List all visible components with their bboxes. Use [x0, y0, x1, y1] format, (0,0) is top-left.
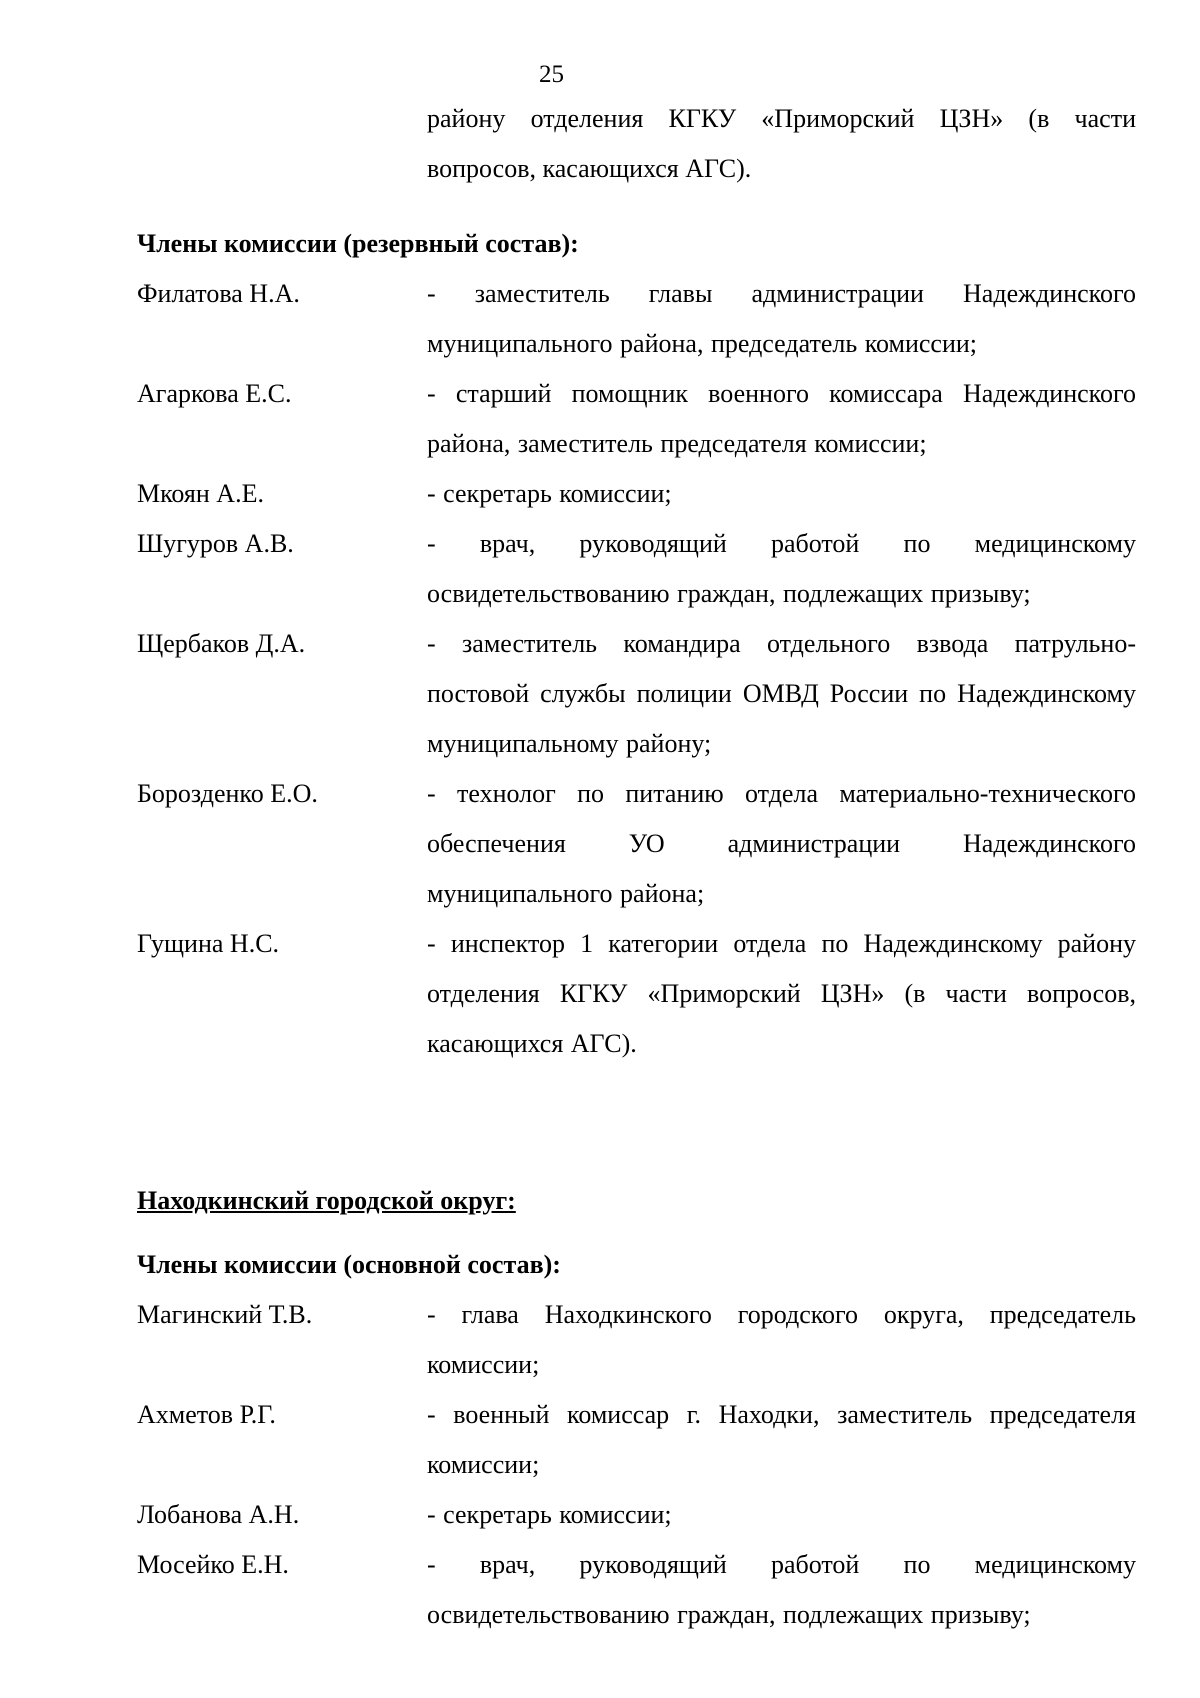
member-name: Агаркова Е.С.: [137, 379, 292, 408]
member-role: - военный комиссар г. Находки, заместитель председателя комиссии;: [427, 1400, 1136, 1479]
district-title: [137, 1176, 1136, 1226]
member-role: - заместитель командира отдельного взвода патрульно-постовой службы полиции ОМВД России по Надеждинскому муниципальному району;: [427, 629, 1136, 758]
member-row: [137, 269, 1136, 369]
member-role: - заместитель главы администрации Надеждинского муниципального района, председатель комиссии;: [427, 279, 1136, 358]
member-row: [137, 769, 1136, 919]
reserve-section-heading: Члены комиссии (резервный состав):: [137, 229, 579, 258]
district-block: [137, 1176, 1136, 1226]
member-name: Мкоян А.Е.: [137, 479, 264, 508]
member-name: Филатова Н.А.: [137, 279, 300, 308]
member-role: - секретарь комиссии;: [427, 1500, 672, 1529]
member-row: [137, 1540, 1136, 1640]
member-role: - врач, руководящий работой по медицинскому освидетельствованию граждан, подлежащих призыву;: [427, 529, 1136, 608]
member-name: Мосейко Е.Н.: [137, 1550, 289, 1579]
main-section: [137, 1240, 1136, 1640]
member-row: [137, 1490, 1136, 1540]
district-title-text: Находкинский городской округ:: [137, 1186, 516, 1215]
member-role: - секретарь комиссии;: [427, 479, 672, 508]
member-role: - инспектор 1 категории отдела по Надеждинскому району отделения КГКУ «Приморский ЦЗН» (в части вопросов, касающихся АГС).: [427, 929, 1136, 1058]
member-row: [137, 619, 1136, 769]
member-name: Шугуров А.В.: [137, 529, 294, 558]
member-row: [137, 369, 1136, 469]
member-row: [137, 1390, 1136, 1490]
member-role: - глава Находкинского городского округа, председатель комиссии;: [427, 1300, 1136, 1379]
member-name: Борозденко Е.О.: [137, 779, 318, 808]
member-row: [137, 519, 1136, 619]
member-name: Гущина Н.С.: [137, 929, 280, 958]
main-section-heading: Члены комиссии (основной состав):: [137, 1250, 561, 1279]
member-row: [137, 469, 1136, 519]
continuation-paragraph: району отделения КГКУ «Приморский ЦЗН» (в части вопросов, касающихся АГС).: [427, 104, 1136, 183]
reserve-section: [137, 219, 1136, 1069]
member-name: Щербаков Д.А.: [137, 629, 306, 658]
member-role: - старший помощник военного комиссара Надеждинского района, заместитель председателя комиссии;: [427, 379, 1136, 458]
member-name: Магинский Т.В.: [137, 1300, 313, 1329]
member-row: [137, 919, 1136, 1069]
member-role: - врач, руководящий работой по медицинскому освидетельствованию граждан, подлежащих призыву;: [427, 1550, 1136, 1629]
member-name: Лобанова А.Н.: [137, 1500, 300, 1529]
page-number: 25: [539, 61, 564, 88]
member-name: Ахметов Р.Г.: [137, 1400, 276, 1429]
member-role: - технолог по питанию отдела материально-технического обеспечения УО администрации Надеждинского муниципального района;: [427, 779, 1136, 908]
member-row: [137, 1290, 1136, 1390]
